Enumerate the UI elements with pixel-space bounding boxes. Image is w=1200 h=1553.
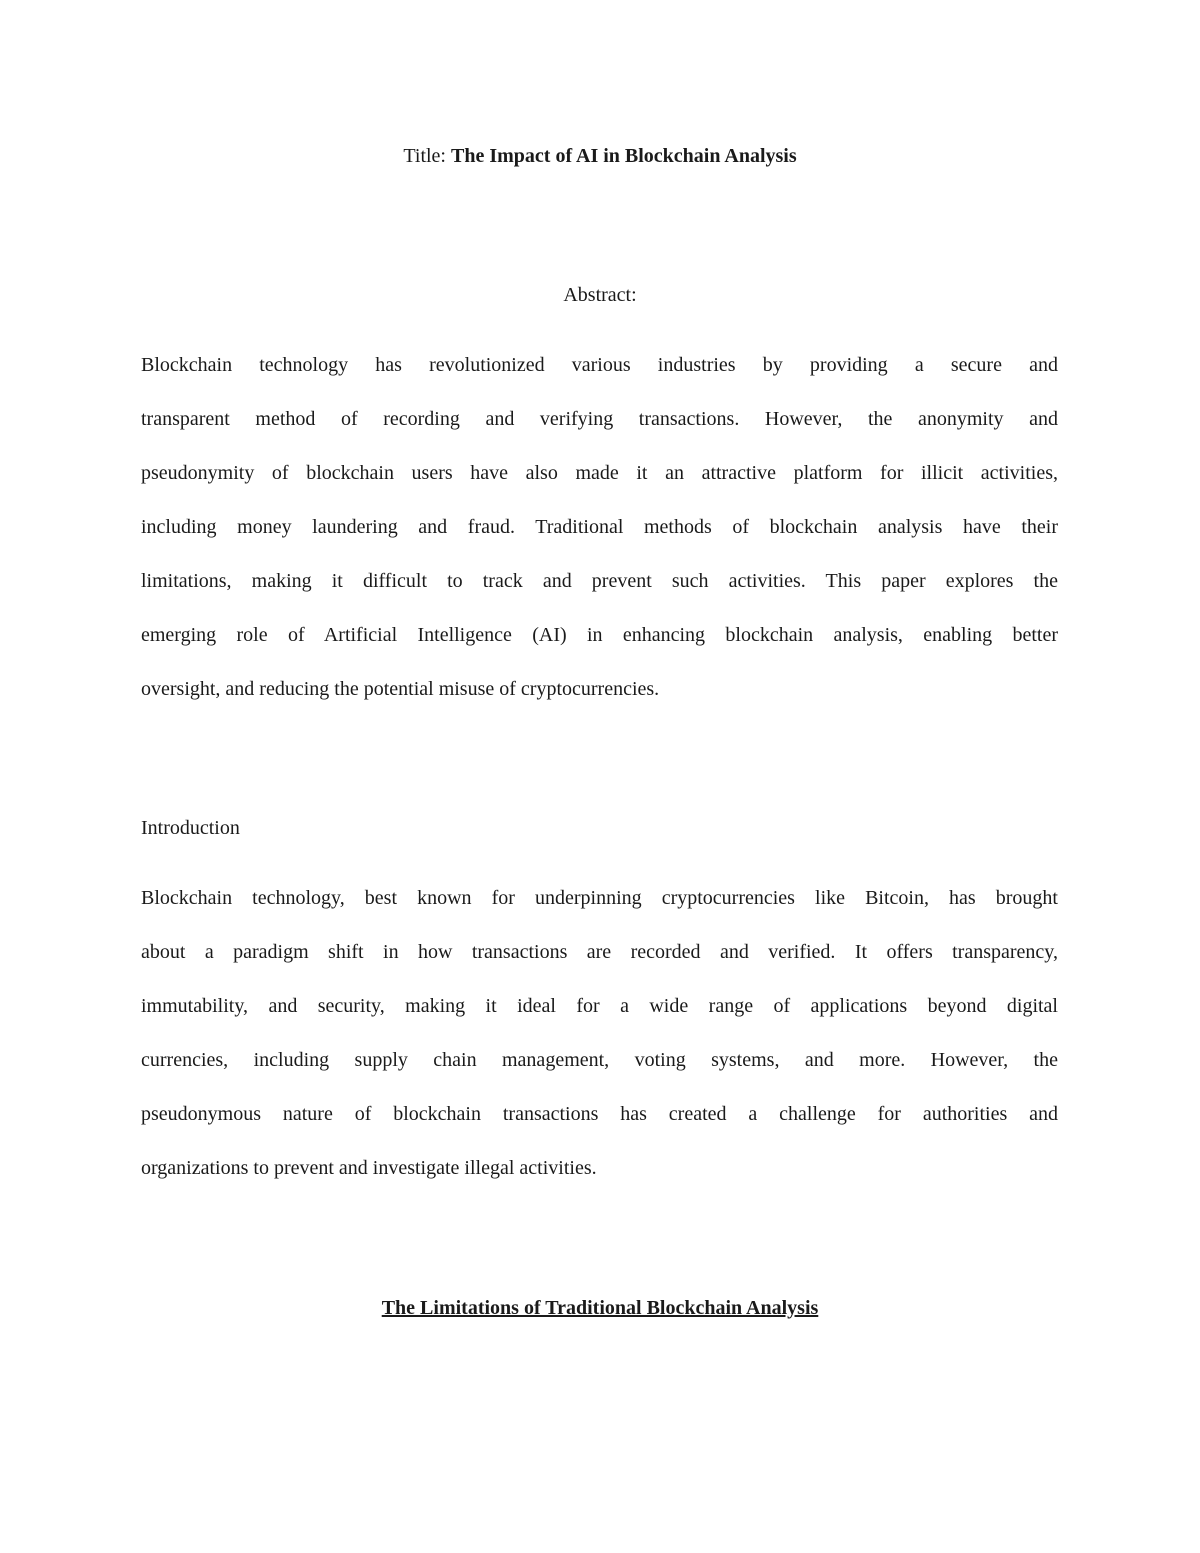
- introduction-line: immutability, and security, making it ideal for a wide range of applications beyond digital: [141, 995, 1058, 1017]
- abstract-line: limitations, making it difficult to track and prevent such activities. This paper explores the: [141, 570, 1058, 592]
- title-prefix: Title:: [403, 145, 451, 167]
- title-text: The Impact of AI in Blockchain Analysis: [451, 145, 797, 167]
- abstract-line: pseudonymity of blockchain users have also made it an attractive platform for illicit activities,: [141, 462, 1058, 484]
- introduction-heading: Introduction: [141, 817, 240, 839]
- introduction-line: Blockchain technology, best known for underpinning cryptocurrencies like Bitcoin, has brought: [141, 887, 1058, 909]
- abstract-heading: Abstract:: [563, 284, 637, 306]
- introduction-line: pseudonymous nature of blockchain transactions has created a challenge for authorities and: [141, 1103, 1058, 1125]
- introduction-line: currencies, including supply chain management, voting systems, and more. However, the: [141, 1049, 1058, 1071]
- abstract-line: emerging role of Artificial Intelligence (AI) in enhancing blockchain analysis, enabling better: [141, 624, 1058, 646]
- abstract-line: Blockchain technology has revolutionized various industries by providing a secure and: [141, 354, 1058, 376]
- document-title: [0, 145, 1200, 168]
- abstract-line: including money laundering and fraud. Traditional methods of blockchain analysis have their: [141, 516, 1058, 538]
- introduction-line: organizations to prevent and investigate illegal activities.: [141, 1157, 597, 1179]
- introduction-line: about a paradigm shift in how transactions are recorded and verified. It offers transparency,: [141, 941, 1058, 963]
- section-heading: The Limitations of Traditional Blockchain Analysis: [381, 1297, 819, 1319]
- abstract-line: oversight, and reducing the potential misuse of cryptocurrencies.: [141, 678, 660, 700]
- abstract-line: transparent method of recording and verifying transactions. However, the anonymity and: [141, 408, 1058, 430]
